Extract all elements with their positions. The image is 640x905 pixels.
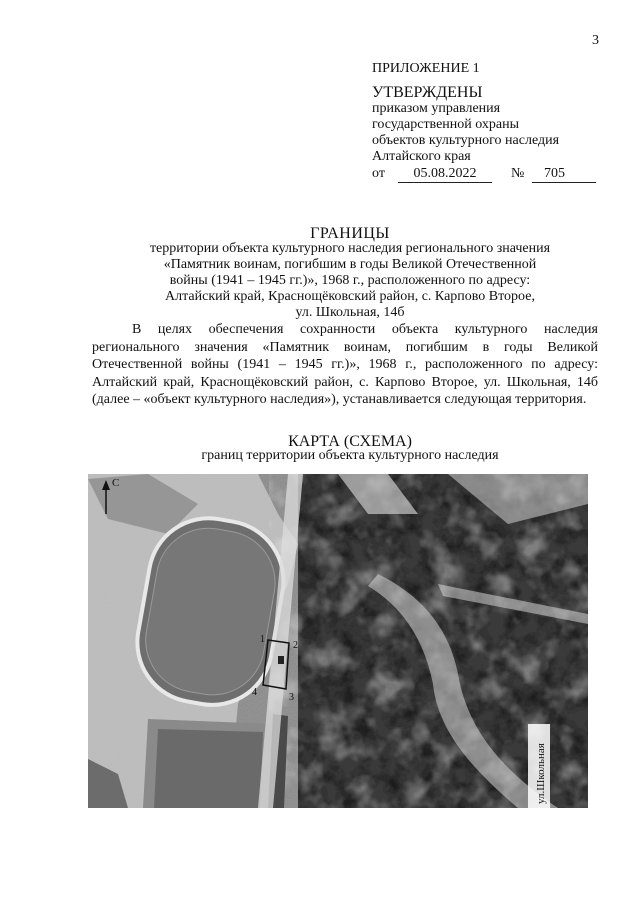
subtitle-line-5: ул. Школьная, 14б bbox=[295, 305, 405, 320]
map-scheme bbox=[88, 474, 588, 808]
map-subtitle: границ территории объекта культурного наследия bbox=[201, 448, 499, 463]
number-sign: № bbox=[511, 166, 525, 181]
map-title: КАРТА (СХЕМА) bbox=[288, 433, 412, 450]
document-subtitle bbox=[90, 241, 610, 321]
order-date: 05.08.2022 bbox=[398, 166, 492, 183]
page-number: 3 bbox=[592, 33, 599, 48]
approved-title: УТВЕРЖДЕНЫ bbox=[372, 84, 483, 101]
from-label: от bbox=[372, 166, 385, 181]
subtitle-line-1: территории объекта культурного наследия регионального значения bbox=[149, 241, 551, 256]
order-line-2: государственной охраны bbox=[372, 117, 520, 132]
point-label-2: 2 bbox=[293, 640, 298, 651]
body-paragraph bbox=[92, 321, 598, 409]
north-label: С bbox=[112, 477, 120, 489]
point-label-4: 4 bbox=[252, 687, 257, 698]
order-date-number bbox=[372, 166, 612, 184]
monument-marker bbox=[278, 656, 284, 664]
point-label-1: 1 bbox=[260, 634, 265, 645]
aerial-map-image bbox=[88, 474, 588, 808]
order-line-3: объектов культурного наследия bbox=[372, 133, 560, 148]
street-label: ул.Школьная bbox=[535, 743, 547, 804]
appendix-label: ПРИЛОЖЕНИЕ 1 bbox=[372, 61, 480, 76]
order-number: 705 bbox=[532, 166, 596, 183]
order-line-4: Алтайского края bbox=[372, 149, 471, 164]
order-line-1: приказом управления bbox=[372, 101, 501, 116]
paragraph-text: В целях обеспечения сохранности объекта культурного наследия регионального значения «Памятник воинам, погибшим в годы Великой Отечественной войны (1941 – 1945 гг.)», 1968 г., расположенного по адресу: Алтайский край, Краснощёковский район, с. Карпово Второе, ул. Школьная, 14б (далее – «объект культурного наследия»), устанавливается следующая территория. bbox=[92, 322, 598, 408]
subtitle-line-2: «Памятник воинам, погибшим в годы Великой Отечественной bbox=[163, 257, 537, 272]
document-title: ГРАНИЦЫ bbox=[310, 225, 390, 242]
point-label-3: 3 bbox=[289, 692, 294, 703]
subtitle-line-3: войны (1941 – 1945 гг.)», 1968 г., расположенного по адресу: bbox=[169, 273, 531, 288]
approval-block bbox=[372, 61, 612, 184]
subtitle-line-4: Алтайский край, Краснощёковский район, с. Карпово Второе, bbox=[165, 289, 535, 304]
